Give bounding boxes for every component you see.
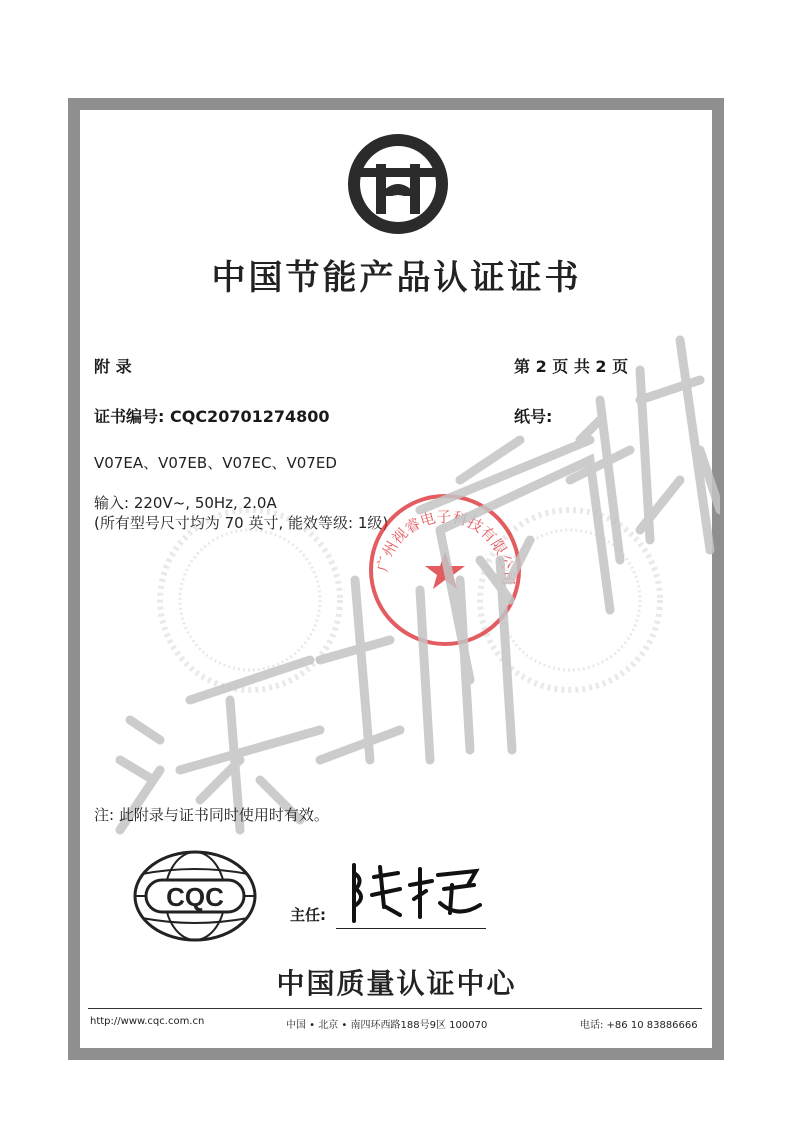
model-list: V07EA、V07EB、V07EC、V07ED	[94, 454, 337, 472]
cqc-logo-text: CQC	[166, 882, 224, 912]
director-signature	[340, 855, 490, 925]
page-indicator: 第 2 页 共 2 页	[514, 357, 629, 376]
appendix-label: 附 录	[94, 357, 132, 376]
company-seal-icon	[365, 490, 525, 650]
energy-saving-emblem-icon	[346, 132, 450, 236]
paper-number-label: 纸号:	[514, 407, 553, 426]
validity-note: 注: 此附录与证书同时使用时有效。	[94, 806, 329, 824]
input-spec: 输入: 220V~, 50Hz, 2.0A	[94, 494, 277, 512]
cqc-logo-icon	[132, 848, 258, 944]
footer-website: http://www.cqc.com.cn	[90, 1016, 205, 1027]
footer-divider	[88, 1008, 702, 1009]
size-efficiency-note: (所有型号尺寸均为 70 英寸, 能效等级: 1级)	[94, 514, 389, 532]
signature-line	[336, 928, 486, 929]
certificate-number: 证书编号: CQC20701274800	[94, 407, 330, 426]
footer-address: 中国 • 北京 • 南四环西路188号9区 100070	[286, 1020, 488, 1031]
director-label: 主任:	[290, 906, 326, 924]
seal-text: 广州视睿电子科技有限公司	[373, 507, 518, 586]
issuer-name: 中国质量认证中心	[276, 967, 517, 1000]
certificate-title: 中国节能产品认证证书	[211, 258, 582, 298]
footer-phone: 电话: +86 10 83886666	[580, 1020, 698, 1031]
